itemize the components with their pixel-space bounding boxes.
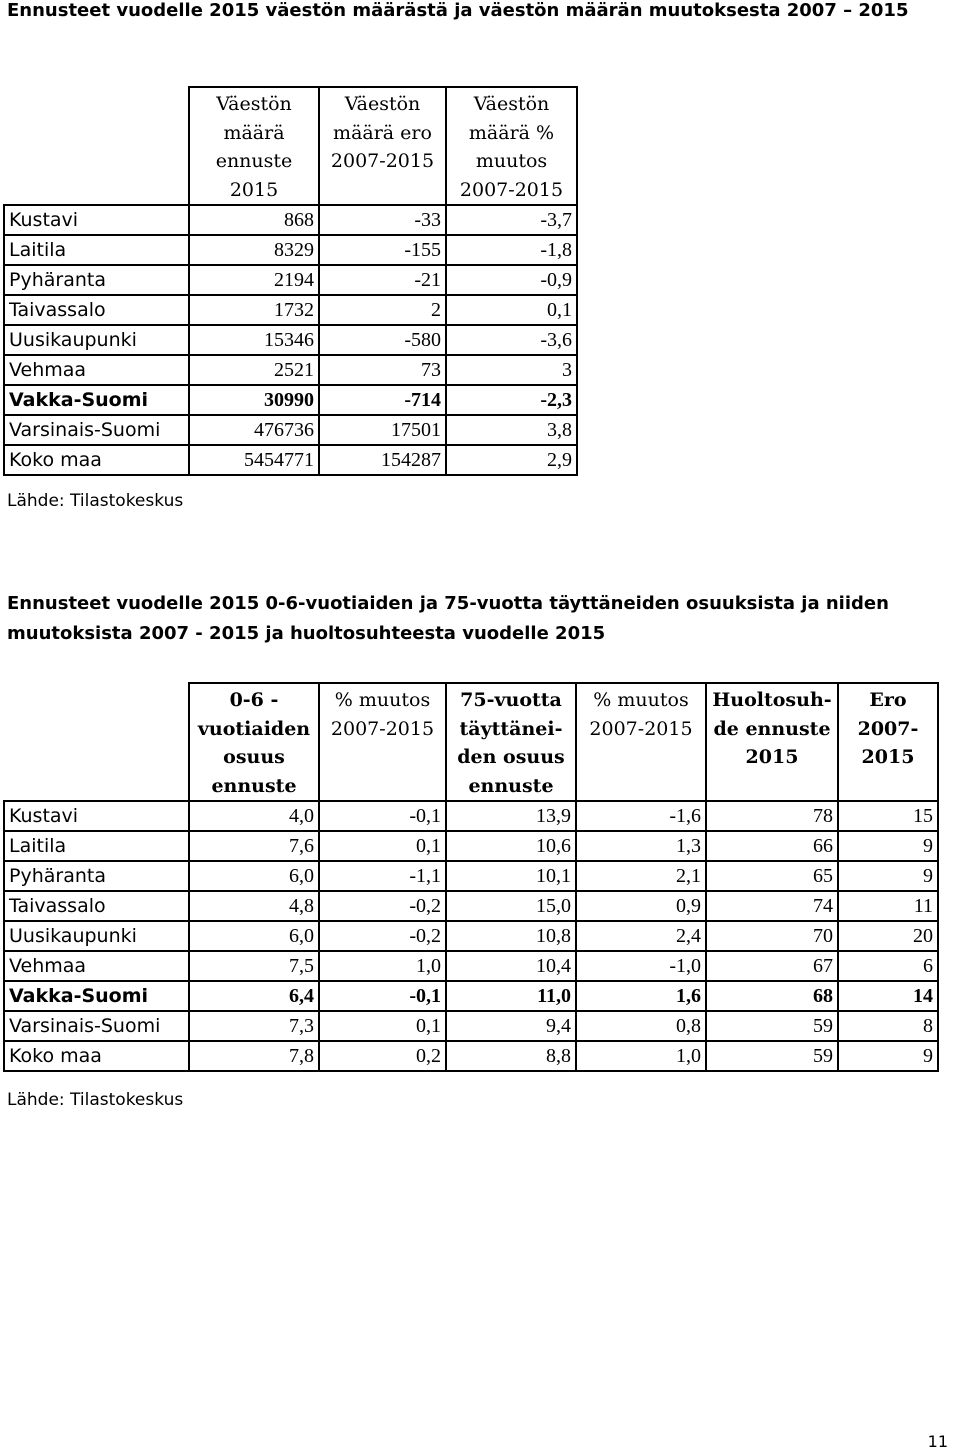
table-cell: 6,4 [189,981,319,1011]
table-cell: 7,8 [189,1041,319,1071]
column-header: 75-vuotta täyttänei-den osuus ennuste [446,683,576,801]
page-number: 11 [927,1432,948,1451]
table-row [4,1041,938,1071]
table-row [4,385,577,415]
row-label: Vakka-Suomi [4,385,189,415]
table-cell: -0,9 [446,265,577,295]
section1-title: Ennusteet vuodelle 2015 väestön määrästä ja väestön määrän muutoksesta 2007 – 2015 [7,0,909,21]
table-cell: 2521 [189,355,319,385]
table-cell: 476736 [189,415,319,445]
table-cell: 0,1 [319,831,446,861]
section2-title: Ennusteet vuodelle 2015 0-6-vuotiaiden ja 75-vuotta täyttäneiden osuuksista ja niiden muutoksista 2007 - 2015 ja huoltosuhteesta vuodelle 2015 [7,593,889,644]
table-header-row [4,87,577,205]
table-cell: 15346 [189,325,319,355]
table-cell: -3,6 [446,325,577,355]
table-cell: 9 [838,1041,938,1071]
table-cell: 14 [838,981,938,1011]
table-row [4,325,577,355]
row-label: Kustavi [4,205,189,235]
source-note: Lähde: Tilastokeskus [7,1090,184,1110]
column-header: Ero 2007-2015 [838,683,938,801]
table-cell: 6,0 [189,921,319,951]
table-row [4,921,938,951]
row-label: Taivassalo [4,295,189,325]
column-header: 0-6 - vuotiaiden osuus ennuste [189,683,319,801]
table-cell: -2,3 [446,385,577,415]
table-cell: 2,9 [446,445,577,475]
table-row [4,1011,938,1041]
table-cell: 7,3 [189,1011,319,1041]
table-row [4,951,938,981]
table-cell: 0,9 [576,891,706,921]
table-cell: 68 [706,981,838,1011]
table-cell: 10,4 [446,951,576,981]
table-cell: 7,5 [189,951,319,981]
table-cell: 4,0 [189,801,319,831]
row-label: Laitila [4,235,189,265]
table-cell: 6,0 [189,861,319,891]
table-cell: 2,1 [576,861,706,891]
column-header: Väestön määrä ero 2007-2015 [319,87,446,205]
table-cell: 1,3 [576,831,706,861]
row-label: Taivassalo [4,891,189,921]
table-cell: -3,7 [446,205,577,235]
table-cell: 8329 [189,235,319,265]
table-cell: 67 [706,951,838,981]
table-cell: 7,6 [189,831,319,861]
table-cell: 73 [319,355,446,385]
table-cell: 11,0 [446,981,576,1011]
table-row [4,265,577,295]
table-cell: -1,0 [576,951,706,981]
table-cell: 3,8 [446,415,577,445]
table-cell: 15 [838,801,938,831]
row-label: Vakka-Suomi [4,981,189,1011]
table-cell: 9,4 [446,1011,576,1041]
table-cell: 154287 [319,445,446,475]
table-cell: -0,1 [319,981,446,1011]
table-row [4,801,938,831]
table-cell: 2 [319,295,446,325]
header-corner [4,87,189,205]
row-label: Varsinais-Suomi [4,1011,189,1041]
table-row [4,861,938,891]
table-cell: 1,0 [319,951,446,981]
table-cell: -1,8 [446,235,577,265]
table-row [4,235,577,265]
column-header: Väestön määrä ennuste 2015 [189,87,319,205]
row-label: Uusikaupunki [4,921,189,951]
row-label: Uusikaupunki [4,325,189,355]
table-cell: -580 [319,325,446,355]
table-cell: 0,1 [446,295,577,325]
table-row [4,891,938,921]
table-cell: 59 [706,1041,838,1071]
table-cell: 6 [838,951,938,981]
population-table [3,86,578,476]
column-header: % muutos 2007-2015 [576,683,706,801]
table-cell: 9 [838,831,938,861]
table-cell: -21 [319,265,446,295]
header-corner [4,683,189,801]
age-structure-table [3,682,939,1072]
row-label: Vehmaa [4,355,189,385]
table-cell: 1732 [189,295,319,325]
table-cell: 1,6 [576,981,706,1011]
table-cell: -155 [319,235,446,265]
table-cell: -33 [319,205,446,235]
table-row [4,831,938,861]
table-cell: 59 [706,1011,838,1041]
row-label: Laitila [4,831,189,861]
table-cell: 15,0 [446,891,576,921]
table-cell: 74 [706,891,838,921]
column-header: Väestön määrä % muutos 2007-2015 [446,87,577,205]
table-cell: 0,8 [576,1011,706,1041]
table-cell: -0,2 [319,921,446,951]
table-cell: 20 [838,921,938,951]
table-cell: 0,1 [319,1011,446,1041]
row-label: Varsinais-Suomi [4,415,189,445]
table-cell: 66 [706,831,838,861]
row-label: Pyhäranta [4,265,189,295]
table-cell: 3 [446,355,577,385]
table-cell: 4,8 [189,891,319,921]
table-cell: 70 [706,921,838,951]
table-cell: -1,6 [576,801,706,831]
table-cell: 17501 [319,415,446,445]
table-cell: 10,1 [446,861,576,891]
table-cell: -714 [319,385,446,415]
table-cell: 868 [189,205,319,235]
table-cell: 1,0 [576,1041,706,1071]
table-cell: 10,6 [446,831,576,861]
table-row [4,445,577,475]
table-row [4,981,938,1011]
table-cell: 2194 [189,265,319,295]
table-cell: -0,2 [319,891,446,921]
source-note: Lähde: Tilastokeskus [7,491,184,511]
table-cell: 11 [838,891,938,921]
table-cell: 30990 [189,385,319,415]
table-cell: 65 [706,861,838,891]
column-header: % muutos 2007-2015 [319,683,446,801]
table-cell: 8 [838,1011,938,1041]
table-row [4,355,577,385]
table-cell: 0,2 [319,1041,446,1071]
row-label: Vehmaa [4,951,189,981]
row-label: Kustavi [4,801,189,831]
table-row [4,415,577,445]
row-label: Koko maa [4,445,189,475]
table-cell: -0,1 [319,801,446,831]
table-row [4,295,577,325]
table-cell: 8,8 [446,1041,576,1071]
row-label: Pyhäranta [4,861,189,891]
table-cell: 5454771 [189,445,319,475]
table-cell: 9 [838,861,938,891]
table-cell: 78 [706,801,838,831]
table-cell: -1,1 [319,861,446,891]
table-cell: 13,9 [446,801,576,831]
column-header: Huoltosuh-de ennuste 2015 [706,683,838,801]
row-label: Koko maa [4,1041,189,1071]
table-cell: 2,4 [576,921,706,951]
table-cell: 10,8 [446,921,576,951]
table-header-row [4,683,938,801]
table-row [4,205,577,235]
